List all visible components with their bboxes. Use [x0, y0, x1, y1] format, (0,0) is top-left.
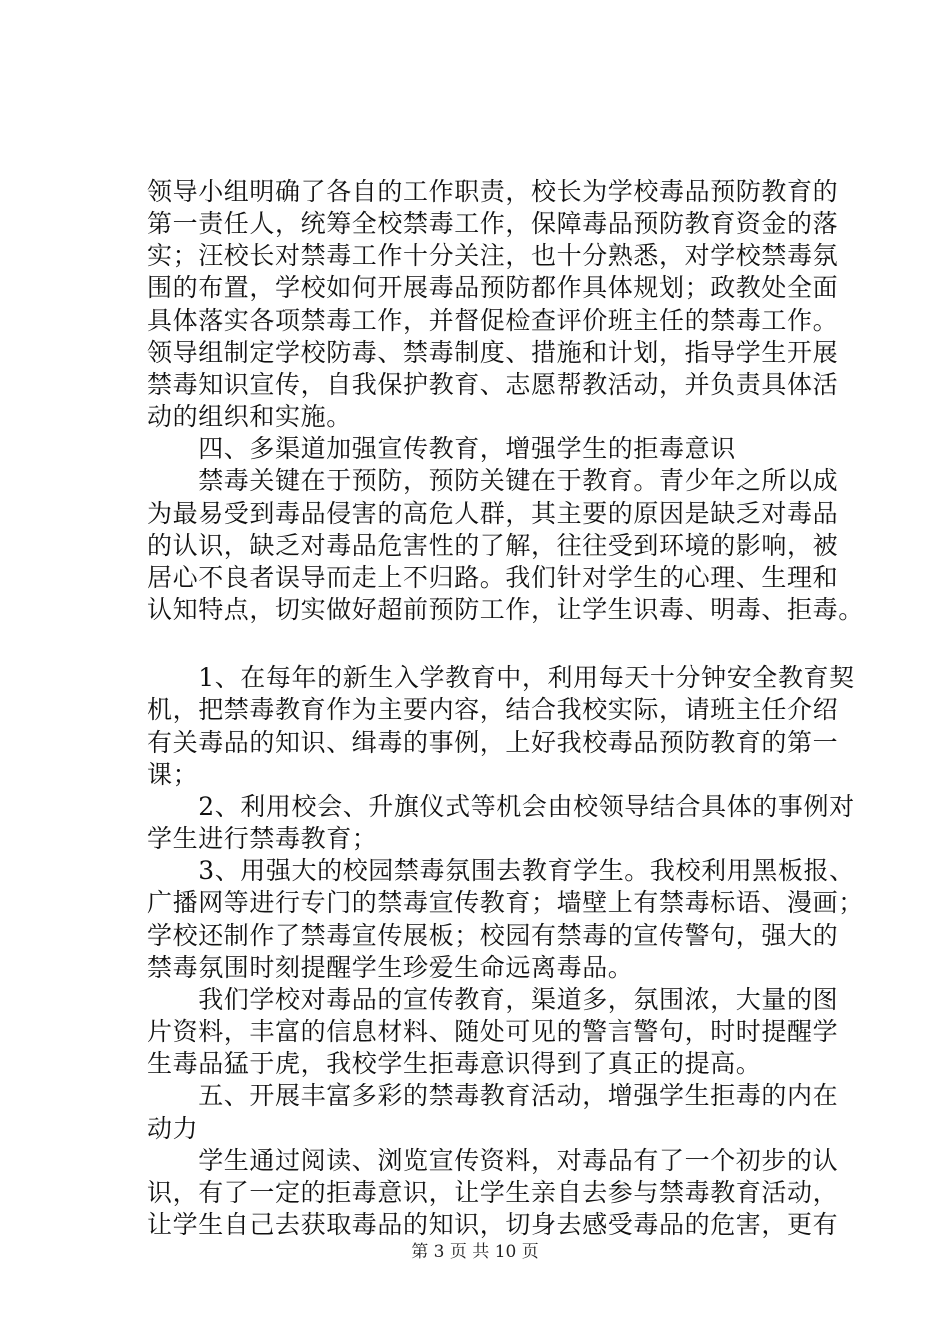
text-line: 具体落实各项禁毒工作，并督促检查评价班主任的禁毒工作。	[147, 306, 839, 335]
text-line: 识，有了一定的拒毒意识，让学生亲自去参与禁毒教育活动，	[147, 1178, 839, 1207]
text-line: 2、利用校会、升旗仪式等机会由校领导结合具体的事例对	[147, 792, 855, 821]
text-line: 我们学校对毒品的宣传教育，渠道多，氛围浓，大量的图	[147, 985, 839, 1014]
text-line: 3、用强大的校园禁毒氛围去教育学生。我校利用黑板报、	[147, 856, 855, 885]
text-line: 课；	[147, 760, 199, 789]
text-line: 生毒品猛于虎，我校学生拒毒意识得到了真正的提高。	[147, 1049, 762, 1078]
text-line: 认知特点，切实做好超前预防工作，让学生识毒、明毒、拒毒。	[147, 595, 864, 624]
text-line: 有关毒品的知识、缉毒的事例，上好我校毒品预防教育的第一	[147, 728, 839, 757]
text-line: 广播网等进行专门的禁毒宣传教育；墙壁上有禁毒标语、漫画；	[147, 888, 864, 917]
text-line: 让学生自己去获取毒品的知识，切身去感受毒品的危害，更有	[147, 1210, 839, 1239]
text-line: 片资料，丰富的信息材料、随处可见的警言警句，时时提醒学	[147, 1017, 839, 1046]
text-line: 1、在每年的新生入学教育中，利用每天十分钟安全教育契	[147, 663, 855, 692]
text-line: 领导小组明确了各自的工作职责，校长为学校毒品预防教育的	[147, 177, 839, 206]
text-line: 学生进行禁毒教育；	[147, 824, 378, 853]
text-line: 禁毒关键在于预防，预防关键在于教育。青少年之所以成	[147, 466, 839, 495]
text-line: 机，把禁毒教育作为主要内容，结合我校实际，请班主任介绍	[147, 695, 839, 724]
text-line: 实；汪校长对禁毒工作十分关注，也十分熟悉，对学校禁毒氛	[147, 241, 839, 270]
text-line: 学校还制作了禁毒宣传展板；校园有禁毒的宣传警句，强大的	[147, 921, 839, 950]
text-line: 动力	[147, 1114, 199, 1143]
text-line: 围的布置，学校如何开展毒品预防都作具体规划；政教处全面	[147, 273, 839, 302]
page-footer: 第 3 页 共 10 页	[411, 1242, 539, 1262]
text-line: 第一责任人，统筹全校禁毒工作，保障毒品预防教育资金的落	[147, 209, 839, 238]
text-line: 禁毒知识宣传，自我保护教育、志愿帮教活动，并负责具体活	[147, 370, 839, 399]
text-line: 居心不良者误导而走上不归路。我们针对学生的心理、生理和	[147, 563, 839, 592]
text-line: 为最易受到毒品侵害的高危人群，其主要的原因是缺乏对毒品	[147, 499, 839, 528]
text-line: 领导组制定学校防毒、禁毒制度、措施和计划，指导学生开展	[147, 338, 839, 367]
section-heading: 四、多渠道加强宣传教育，增强学生的拒毒意识	[147, 434, 736, 463]
text-line: 学生通过阅读、浏览宣传资料，对毒品有了一个初步的认	[147, 1146, 839, 1175]
text-line: 禁毒氛围时刻提醒学生珍爱生命远离毒品。	[147, 953, 634, 982]
text-line: 的认识，缺乏对毒品危害性的了解，往往受到环境的影响，被	[147, 531, 839, 560]
text-line: 动的组织和实施。	[147, 402, 352, 431]
section-heading: 五、开展丰富多彩的禁毒教育活动，增强学生拒毒的内在	[147, 1081, 839, 1110]
